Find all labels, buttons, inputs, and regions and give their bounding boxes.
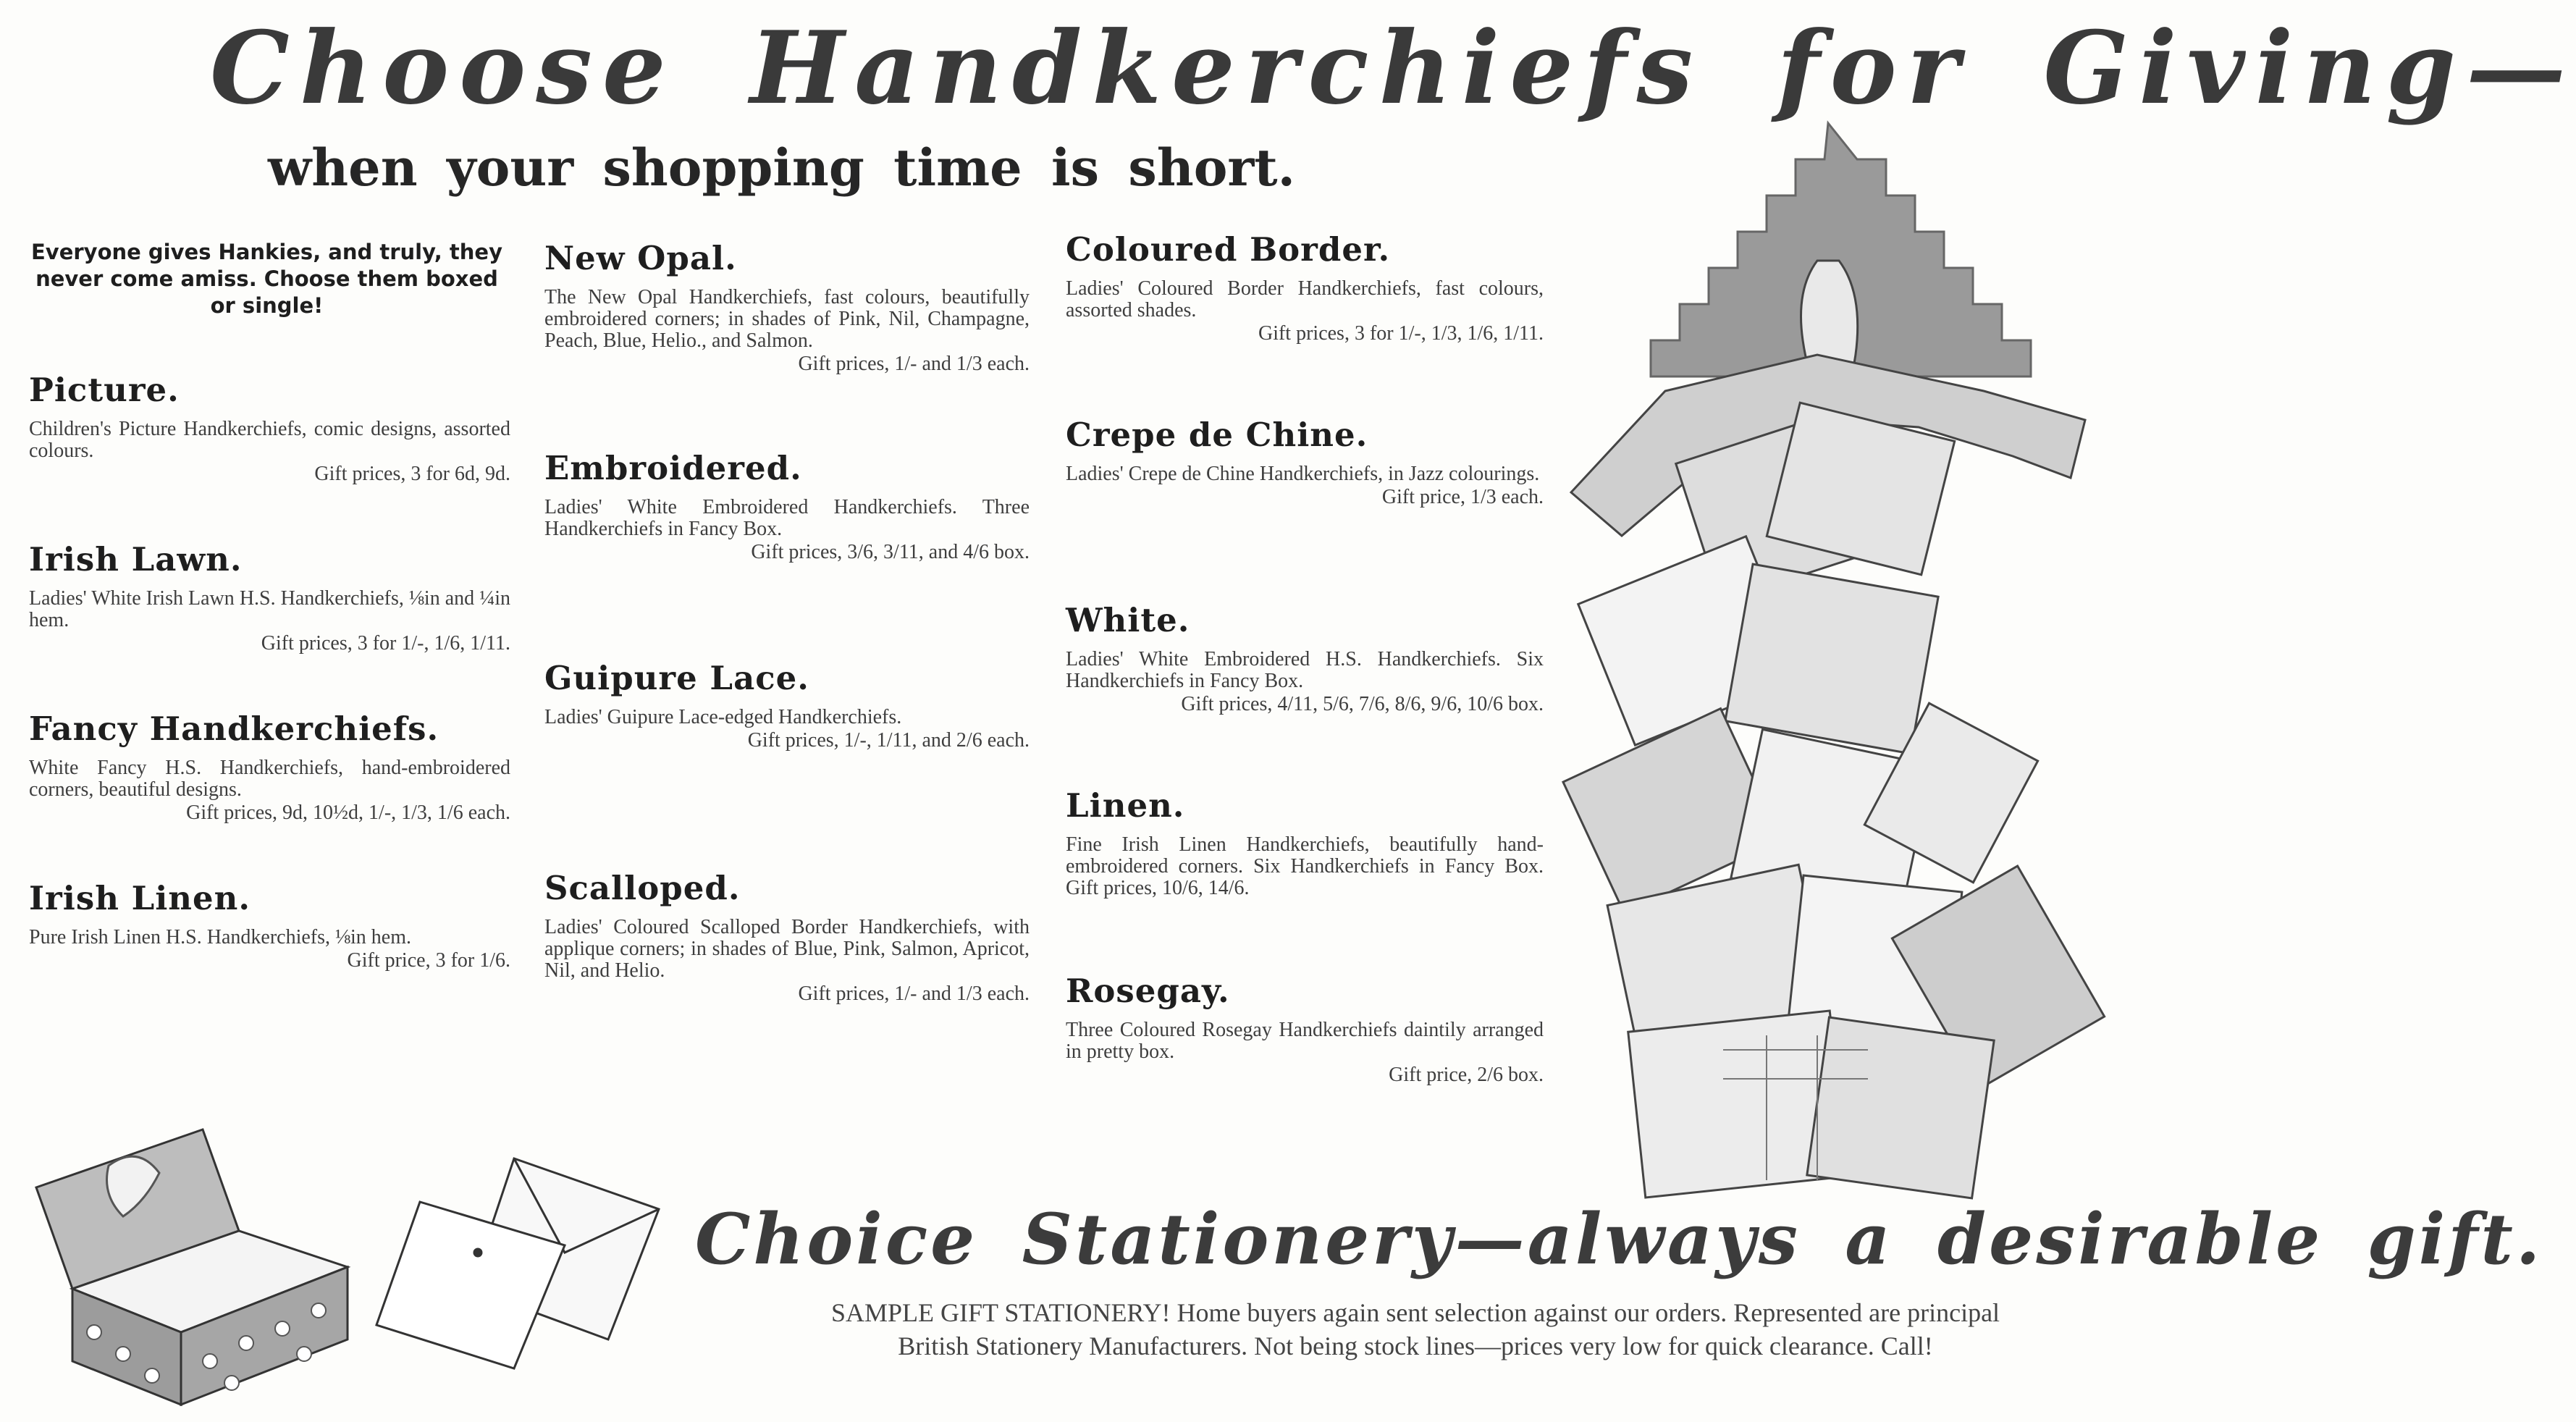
product-embroidered: [544, 449, 1030, 659]
product-rosegay: [1066, 972, 1544, 1157]
product-description: Ladies' Coloured Border Handkerchiefs, fast colours, assorted shades.: [1066, 277, 1544, 321]
product-name: Guipure Lace.: [544, 659, 809, 697]
product-price: Gift prices, 3/6, 3/11, and 4/6 box.: [751, 541, 1030, 563]
product-name: Linen.: [1066, 786, 1185, 825]
product-coloured-border: [1066, 230, 1544, 416]
product-price: Gift price, 1/3 each.: [1381, 486, 1544, 508]
product-description: White Fancy H.S. Handkerchiefs, hand-embroidered corners, beautiful designs.: [29, 757, 510, 801]
product-price: Gift prices, 1/- and 1/3 each.: [798, 983, 1030, 1005]
product-scalloped: [544, 869, 1030, 1079]
product-irish-linen: [29, 879, 510, 1048]
product-description: The New Opal Handkerchiefs, fast colours, beautifully embroidered corners; in shades of Pink, Nil, Champagne, Peach, Blue, Helio., and Salmon.: [544, 286, 1030, 352]
product-price: Gift prices, 1/- and 1/3 each.: [798, 353, 1030, 375]
product-description: Ladies' Coloured Scalloped Border Handkerchiefs, with applique corners; in shades of Blue, Pink, Salmon, Apricot, Nil, and Helio.: [544, 916, 1030, 982]
product-irish-lawn: [29, 540, 510, 710]
product-description: Children's Picture Handkerchiefs, comic designs, assorted colours.: [29, 418, 510, 462]
product-name: Crepe de Chine.: [1066, 416, 1368, 454]
product-description: Ladies' Guipure Lace-edged Handkerchiefs.: [544, 706, 902, 728]
product-guipure-lace: [544, 659, 1030, 869]
product-name: Fancy Handkerchiefs.: [29, 710, 439, 748]
intro-text: Everyone gives Hankies, and truly, they never come amiss. Choose them boxed or single!: [31, 240, 502, 318]
product-description: Ladies' White Embroidered H.S. Handkerchiefs. Six Handkerchiefs in Fancy Box.: [1066, 648, 1544, 692]
product-name: Irish Lawn.: [29, 540, 243, 579]
column-2: [544, 239, 1030, 1079]
product-price: Gift prices, 4/11, 5/6, 7/6, 8/6, 9/6, 10/6 box.: [1181, 693, 1544, 715]
product-white: [1066, 601, 1544, 786]
stationery-body: SAMPLE GIFT STATIONERY! Home buyers again sent selection against our orders. Represented are principal British Stationery Manufacturers. Not being stock lines—prices very low for quick clearance. Call!: [830, 1298, 2000, 1360]
product-price: Gift prices, 3 for 1/-, 1/6, 1/11.: [261, 632, 510, 655]
product-price: Gift price, 3 for 1/6.: [347, 949, 510, 972]
product-picture: [29, 371, 510, 540]
product-name: New Opal.: [544, 239, 737, 277]
product-price: Gift prices, 1/-, 1/11, and 2/6 each.: [747, 729, 1030, 752]
handkerchief-cascade-illustration: [1578, 116, 2100, 1209]
product-description: Ladies' Crepe de Chine Handkerchiefs, in Jazz colourings.: [1066, 463, 1540, 485]
subheadline: when your shopping time is short.: [268, 138, 1295, 198]
product-description: Ladies' White Embroidered Handkerchiefs. Three Handkerchiefs in Fancy Box.: [544, 496, 1030, 540]
product-price: Gift prices, 9d, 10½d, 1/-, 1/3, 1/6 each.: [186, 802, 510, 824]
product-price: Gift price, 2/6 box.: [1389, 1064, 1544, 1086]
product-name: White.: [1066, 601, 1190, 639]
product-name: Embroidered.: [544, 449, 802, 487]
product-description: Pure Irish Linen H.S. Handkerchiefs, ⅛in hem.: [29, 926, 411, 948]
stationery-box-illustration: [22, 1122, 405, 1412]
column-1: [29, 371, 510, 1048]
stationery-headline: Choice Stationery—always a desirable gift.: [695, 1198, 2543, 1280]
product-name: Coloured Border.: [1066, 230, 1391, 269]
product-fancy-handkerchiefs: [29, 710, 510, 879]
product-new-opal: [544, 239, 1030, 449]
column-3: [1066, 230, 1544, 1157]
product-description: Fine Irish Linen Handkerchiefs, beautifully hand-embroidered corners. Six Handkerchiefs in Fancy Box. Gift prices, 10/6, 14/6.: [1066, 833, 1544, 899]
product-name: Rosegay.: [1066, 972, 1230, 1010]
product-name: Picture.: [29, 371, 180, 409]
product-description: Three Coloured Rosegay Handkerchiefs daintily arranged in pretty box.: [1066, 1019, 1544, 1063]
envelopes-illustration: [369, 1151, 673, 1376]
product-name: Scalloped.: [544, 869, 741, 907]
product-price: Gift prices, 3 for 1/-, 1/3, 1/6, 1/11.: [1258, 322, 1544, 345]
product-crepe-de-chine: [1066, 416, 1544, 601]
headline: Choose Handkerchiefs for Giving—: [210, 9, 2576, 127]
product-linen: [1066, 786, 1544, 972]
product-name: Irish Linen.: [29, 879, 251, 917]
product-price: Gift prices, 3 for 6d, 9d.: [314, 463, 510, 485]
product-description: Ladies' White Irish Lawn H.S. Handkerchiefs, ⅛in and ¼in hem.: [29, 587, 510, 631]
